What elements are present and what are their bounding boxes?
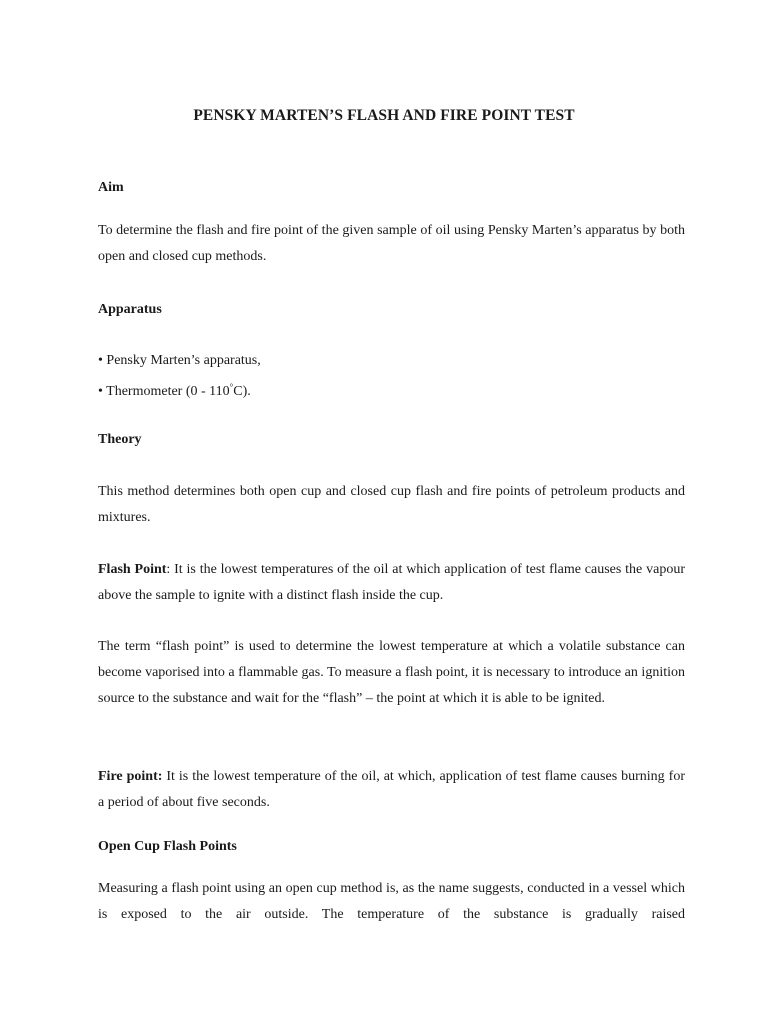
fire-point-definition: It is the lowest temperature of the oil, at which, application of test flame causes burning for a period of about five seconds.	[98, 769, 685, 810]
theory-intro: This method determines both open cup and closed cup flash and fire points of petroleum products and mixtures.	[98, 484, 685, 525]
flash-point-term: Flash Point	[98, 562, 167, 577]
document-title: PENSKY MARTEN’S FLASH AND FIRE POINT TEST	[193, 107, 575, 124]
open-cup-text: Measuring a flash point using an open cup method is, as the name suggests, conducted in a vessel which is exposed to the air outside. The temperature of the substance is gradually raised	[98, 881, 685, 922]
apparatus-item-2-suffix: C).	[233, 384, 251, 399]
aim-heading: Aim	[98, 180, 124, 195]
fire-point-paragraph	[98, 764, 685, 816]
apparatus-item-1: • Pensky Marten’s apparatus,	[98, 353, 261, 368]
flash-point-definition: : It is the lowest temperatures of the oil at which application of test flame causes the vapour above the sample to ignite with a distinct flash inside the cup.	[98, 562, 685, 603]
apparatus-item-2-text: • Thermometer (0 - 110	[98, 384, 230, 399]
flash-point-paragraph	[98, 557, 685, 609]
apparatus-heading: Apparatus	[98, 302, 162, 317]
open-cup-heading: Open Cup Flash Points	[98, 839, 237, 854]
flash-point-explanation: The term “flash point” is used to determine the lowest temperature at which a volatile substance can become vaporised into a flammable gas. To measure a flash point, it is necessary to introduce an ignition source to the substance and wait for the “flash” – the point at which it is able to be ignited.	[98, 639, 685, 706]
degree-symbol: °	[229, 382, 234, 392]
theory-heading: Theory	[98, 432, 142, 447]
fire-point-term: Fire point:	[98, 769, 163, 784]
apparatus-item-2	[98, 374, 685, 405]
aim-text: To determine the flash and fire point of the given sample of oil using Pensky Marten’s apparatus by both open and closed cup methods.	[98, 223, 685, 264]
